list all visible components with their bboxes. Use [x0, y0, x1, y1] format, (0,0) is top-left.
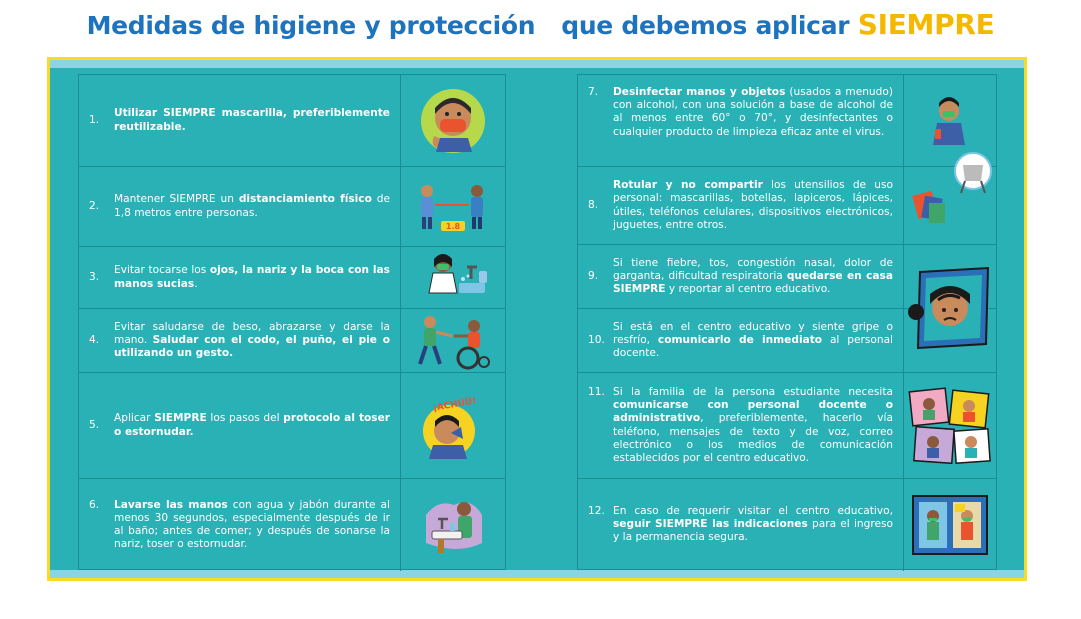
handwash-icon — [413, 249, 493, 307]
disinfect-objects-icon — [907, 85, 993, 235]
measure-item-5: 5. Aplicar SIEMPRE los pasos del protocolo al toser o estornudar. ¡ACHÚÚ! — [79, 373, 505, 479]
item-number: 11. — [588, 386, 605, 398]
mask-person-icon — [418, 86, 488, 156]
measure-item-7: 7. Desinfectar manos y objetos (usados a menudo) con alcohol, con una solución a base de alcohol de al menos entre 60° o 70°, y desinfectantes o cualquier producto de limpieza eficaz ante el virus. — [578, 75, 996, 167]
item-number: 2. — [89, 199, 100, 212]
item-number: 1. — [89, 113, 100, 126]
item-number: 10. — [588, 333, 605, 346]
item-number: 12. — [588, 505, 605, 517]
svg-text:1.8: 1.8 — [445, 221, 461, 231]
greeting-icon — [410, 312, 496, 370]
distance-icon — [409, 179, 497, 235]
title-highlight: SIEMPRE — [857, 8, 995, 41]
item-number: 6. — [89, 499, 100, 512]
measure-item-12: 12. En caso de requerir visitar el centro educativo, seguir SIEMPRE las indicaciones para el ingreso y la permanencia segura. — [578, 479, 996, 571]
sick-at-home-icon — [908, 264, 992, 354]
left-column — [78, 74, 506, 570]
school-entry-icon — [911, 494, 989, 556]
measure-item-1: 1. Utilizar SIEMPRE mascarilla, preferiblemente reutilizable. — [79, 75, 505, 167]
measure-item-10: 10. Si está en el centro educativo y siente gripe o resfrío, comunicarlo de inmediato al personal docente. — [578, 309, 996, 373]
communication-icon — [907, 384, 993, 468]
measure-item-8: 8. Rotular y no compartir los utensilios de uso personal: mascarillas, botellas, lapiceros, lápices, útiles, teléfonos celulares, dispositivos electrónicos, juguetes, entre otros. — [578, 167, 996, 245]
measure-item-9: 9. Si tiene fiebre, tos, congestión nasal, dolor de garganta, dificultad respiratoria quedarse en casa SIEMPRE y reportar al centro educativo. — [578, 245, 996, 309]
sink-icon — [418, 493, 488, 557]
measure-item-11: 11. Si la familia de la persona estudiante necesita comunicarse con personal docente o administrativo, preferiblemente, hacerlo vía teléfono, mensajes de texto y de voz, correo electrónico o los medios de comunicación establecidos por el centro educativo. — [578, 373, 996, 479]
measure-item-4: 4. Evitar saludarse de beso, abrazarse y darse la mano. Saludar con el codo, el puño, el pie o utilizando un gesto. — [79, 309, 505, 373]
item-number: 5. — [89, 418, 100, 431]
measure-item-6: 6. Lavarse las manos con agua y jabón durante al menos 30 segundos, especialmente después de ir al baño; antes de comer; y después de sonarse la nariz, toser o estornudar. — [79, 479, 505, 571]
title-part-2: que debemos aplicar — [561, 11, 850, 40]
top-band — [50, 60, 1024, 68]
measures-panel — [47, 57, 1027, 581]
page-title — [0, 8, 1081, 41]
item-number: 3. — [89, 270, 100, 283]
bottom-band — [50, 570, 1024, 578]
item-number: 8. — [588, 198, 599, 211]
item-number: 7. — [588, 86, 599, 98]
right-column — [577, 74, 997, 570]
sneeze-icon — [415, 391, 491, 461]
svg-text:¡ACHÚÚ!: ¡ACHÚÚ! — [432, 395, 478, 414]
measure-item-3: 3. Evitar tocarse los ojos, la nariz y la boca con las manos sucias. — [79, 247, 505, 309]
item-number: 9. — [588, 269, 599, 282]
title-part-1: Medidas de higiene y protección — [86, 11, 536, 40]
measure-item-2: 2. Mantener SIEMPRE un distanciamiento físico de 1,8 metros entre personas. 1.8 — [79, 167, 505, 247]
item-number: 4. — [89, 333, 100, 346]
